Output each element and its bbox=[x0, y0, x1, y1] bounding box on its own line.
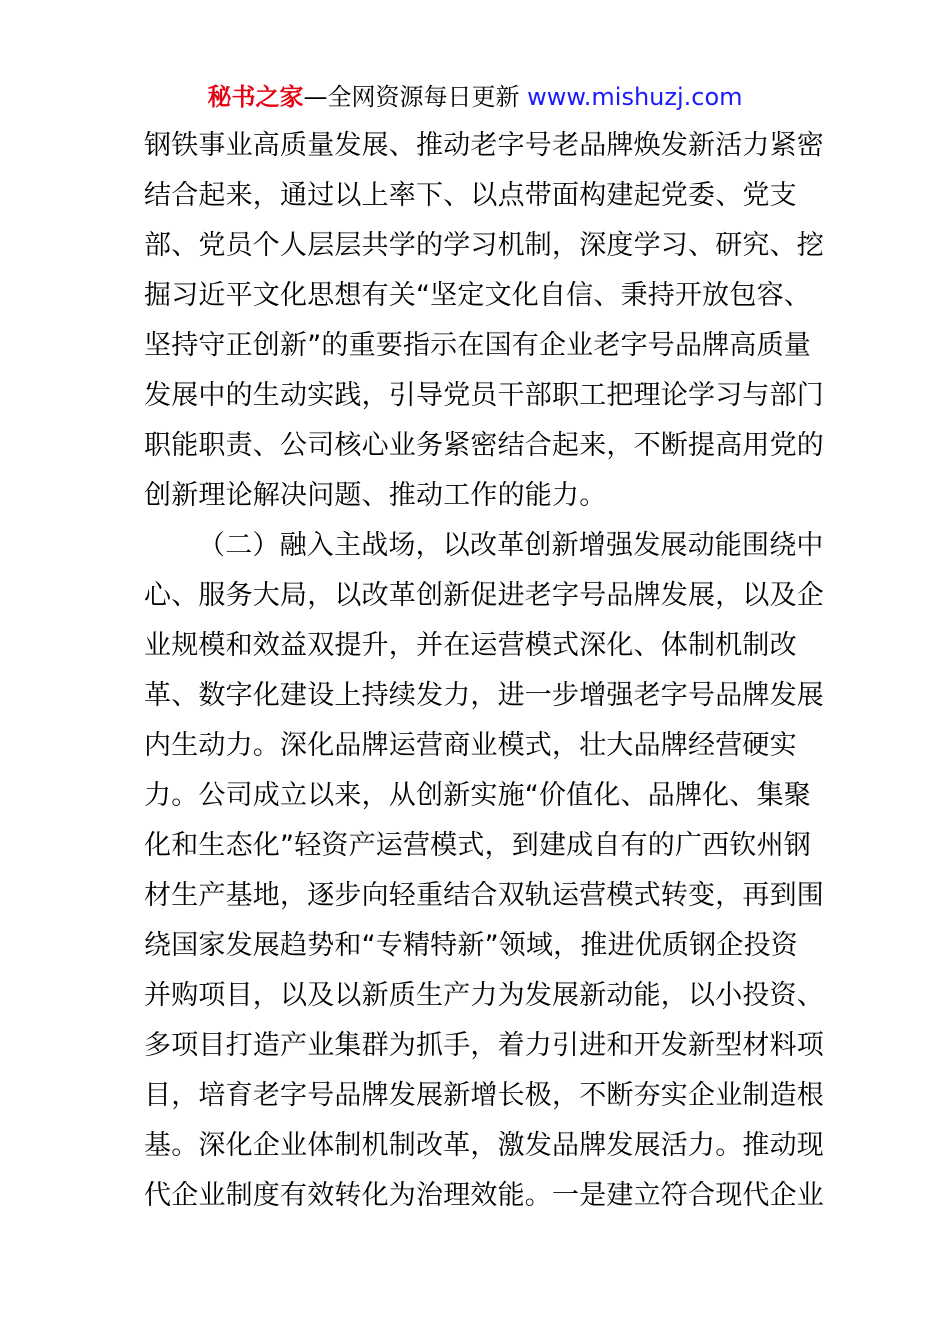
text-line: 多项目打造产业集群为抓手，着力引进和开发新型材料项 bbox=[144, 1030, 824, 1061]
text-line: 心、服务大局，以改革创新促进老字号品牌发展，以及企 bbox=[144, 580, 824, 611]
text-line: 代企业制度有效转化为治理效能。一是建立符合现代企业 bbox=[144, 1180, 824, 1211]
text-line: 并购项目，以及以新质生产力为发展新动能，以小投资、 bbox=[144, 980, 824, 1011]
text-line: 业规模和效益双提升，并在运营模式深化、体制机制改 bbox=[144, 630, 797, 661]
text-line: 坚持守正创新”的重要指示在国有企业老字号品牌高质量 bbox=[144, 330, 811, 361]
site-url[interactable]: www.mishuzj.com bbox=[527, 83, 743, 111]
text-line: 基。深化企业体制机制改革，激发品牌发展活力。推动现 bbox=[144, 1130, 824, 1161]
text-line: 结合起来，通过以上率下、以点带面构建起党委、党支 bbox=[144, 180, 797, 211]
text-line: 发展中的生动实践，引导党员干部职工把理论学习与部门 bbox=[144, 380, 824, 411]
site-brand: 秘书之家 bbox=[207, 83, 304, 111]
text-line: 内生动力。深化品牌运营商业模式，壮大品牌经营硬实 bbox=[144, 730, 797, 761]
text-line: 创新理论解决问题、推动工作的能力。 bbox=[144, 480, 607, 511]
text-line: 职能职责、公司核心业务紧密结合起来，不断提高用党的 bbox=[144, 430, 824, 461]
text-line: 部、党员个人层层共学的学习机制，深度学习、研究、挖 bbox=[144, 230, 824, 261]
text-line: 目，培育老字号品牌发展新增长极，不断夯实企业制造根 bbox=[144, 1080, 824, 1111]
text-line: 力。公司成立以来，从创新实施“价值化、品牌化、集聚 bbox=[144, 780, 811, 811]
document-body bbox=[144, 121, 824, 1221]
page-header bbox=[0, 80, 950, 114]
text-line: 化和生态化”轻资产运营模式，到建成自有的广西钦州钢 bbox=[144, 830, 811, 861]
text-line: 革、数字化建设上持续发力，进一步增强老字号品牌发展 bbox=[144, 680, 824, 711]
text-line: 钢铁事业高质量发展、推动老字号老品牌焕发新活力紧密 bbox=[144, 130, 824, 161]
text-line: 掘习近平文化思想有关“坚定文化自信、秉持开放包容、 bbox=[144, 280, 811, 311]
text-line: 材生产基地，逐步向轻重结合双轨运营模式转变，再到围 bbox=[144, 880, 824, 911]
text-line: 绕国家发展趋势和“专精特新”领域，推进优质钢企投资 bbox=[144, 930, 798, 961]
site-tagline: —全网资源每日更新 bbox=[303, 83, 520, 111]
section-heading-line: （二）融入主战场，以改革创新增强发展动能围绕中 bbox=[198, 530, 824, 561]
